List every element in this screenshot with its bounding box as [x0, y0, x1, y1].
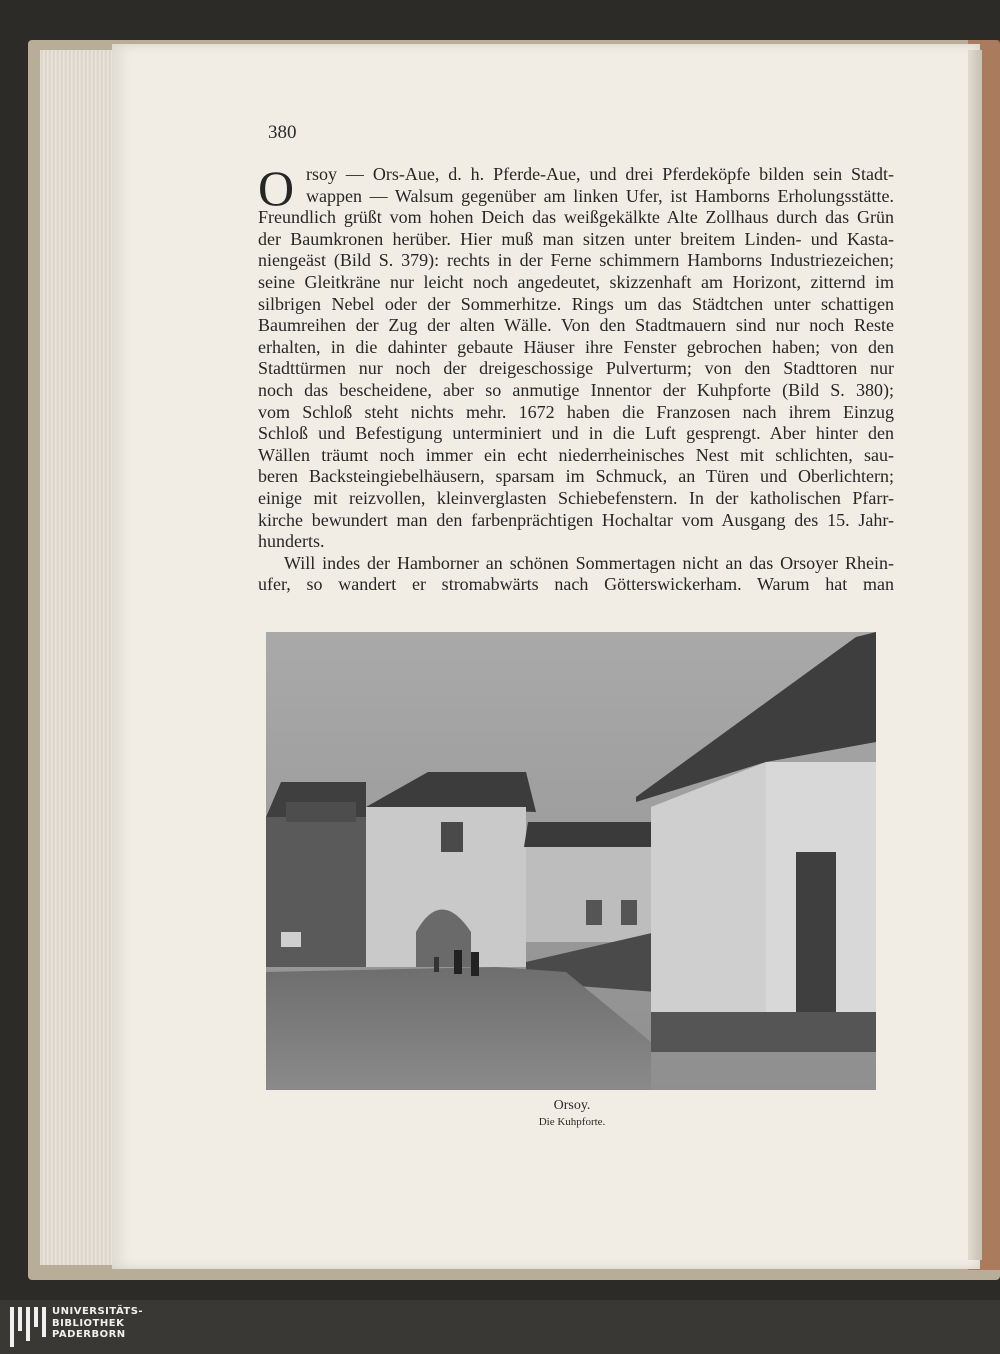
text-line: einige mit reizvollen, kleinverglasten Schiebefenstern. In der katholischen Pfarr-	[258, 487, 894, 508]
body-text	[258, 164, 894, 596]
text-line: der Baumkronen herüber. Hier muß man sitzen unter breitem Linden- und Kasta-	[258, 228, 894, 249]
library-name-line: UNIVERSITÄTS-	[52, 1306, 144, 1317]
text-line: rsoy — Ors-Aue, d. h. Pferde-Aue, und drei Pferdeköpfe bilden sein Stadt-	[306, 164, 894, 184]
text-line: wappen — Walsum gegenüber am linken Ufer, ist Hamborns Erholungsstätte.	[306, 185, 894, 206]
text-line: vom Schloß steht nichts mehr. 1672 haben die Franzosen nach ihrem Einzug	[258, 401, 894, 422]
text-line: noch das bescheidene, aber so anmutige Innentor der Kuhpforte (Bild S. 380);	[258, 379, 894, 400]
text-line: beren Backsteingiebelhäusern, sparsam im Schmuck, an Türen und Oberlichtern;	[258, 466, 894, 487]
library-footer	[0, 1300, 1000, 1354]
library-name-line: BIBLIOTHEK	[52, 1317, 125, 1329]
caption-title: Orsoy.	[553, 1098, 591, 1113]
photo-illustration	[266, 632, 876, 1090]
text-line: erhalten, in die dahinter gebaute Häuser ihre Fenster gebrochen haben; von den	[258, 336, 894, 357]
photo-kuhpforte	[266, 632, 876, 1090]
caption-subtitle: Die Kuhpforte.	[538, 1116, 606, 1128]
text-line: Wällen träumt noch immer ein echt niederrheinisches Nest mit schlichten, sau-	[258, 444, 894, 465]
text-line: ufer, so wandert er stromabwärts nach Götterswickerham. Warum hat man	[258, 574, 894, 595]
text-line: Baumreihen der Zug der alten Wälle. Von den Stadtmauern sind nur noch Reste	[258, 315, 894, 336]
text-line: Will indes der Hamborner an schönen Sommertagen nicht an das Orsoyer Rhein-	[284, 552, 894, 573]
library-name-line: PADERBORN	[52, 1329, 126, 1340]
page-stack-edge	[40, 50, 120, 1265]
library-name	[52, 1306, 143, 1341]
text-line: niengeäst (Bild S. 379): rechts in der Ferne schimmern Hamborns Industriezeichen;	[258, 250, 894, 271]
text-line: seine Gleitkräne nur leicht noch angedeutet, skizzenhaft am Horizont, zitternd im	[258, 271, 894, 292]
text-line: hunderts.	[258, 531, 325, 552]
page-gutter	[968, 50, 982, 1260]
text-line: silbrigen Nebel oder der Sommerhitze. Rings um das Städtchen unter schattigen	[258, 293, 894, 314]
text-line: Stadttürmen nur noch der dreigeschossige Pulverturm; von den Stadttoren nur	[258, 358, 894, 379]
text-line: Freundlich grüßt vom hohen Deich das weißgekälkte Alte Zollhaus durch das Grün	[258, 207, 894, 228]
text-line: kirche bewundert man den farbenprächtigen Hochaltar vom Ausgang des 15. Jahr-	[258, 509, 894, 530]
library-logo-icon	[10, 1307, 46, 1347]
text-line: Schloß und Befestigung unterminiert und in die Luft gesprengt. Aber hinter den	[258, 423, 894, 444]
page-number: 380	[268, 122, 297, 143]
drop-cap: O	[258, 160, 295, 216]
